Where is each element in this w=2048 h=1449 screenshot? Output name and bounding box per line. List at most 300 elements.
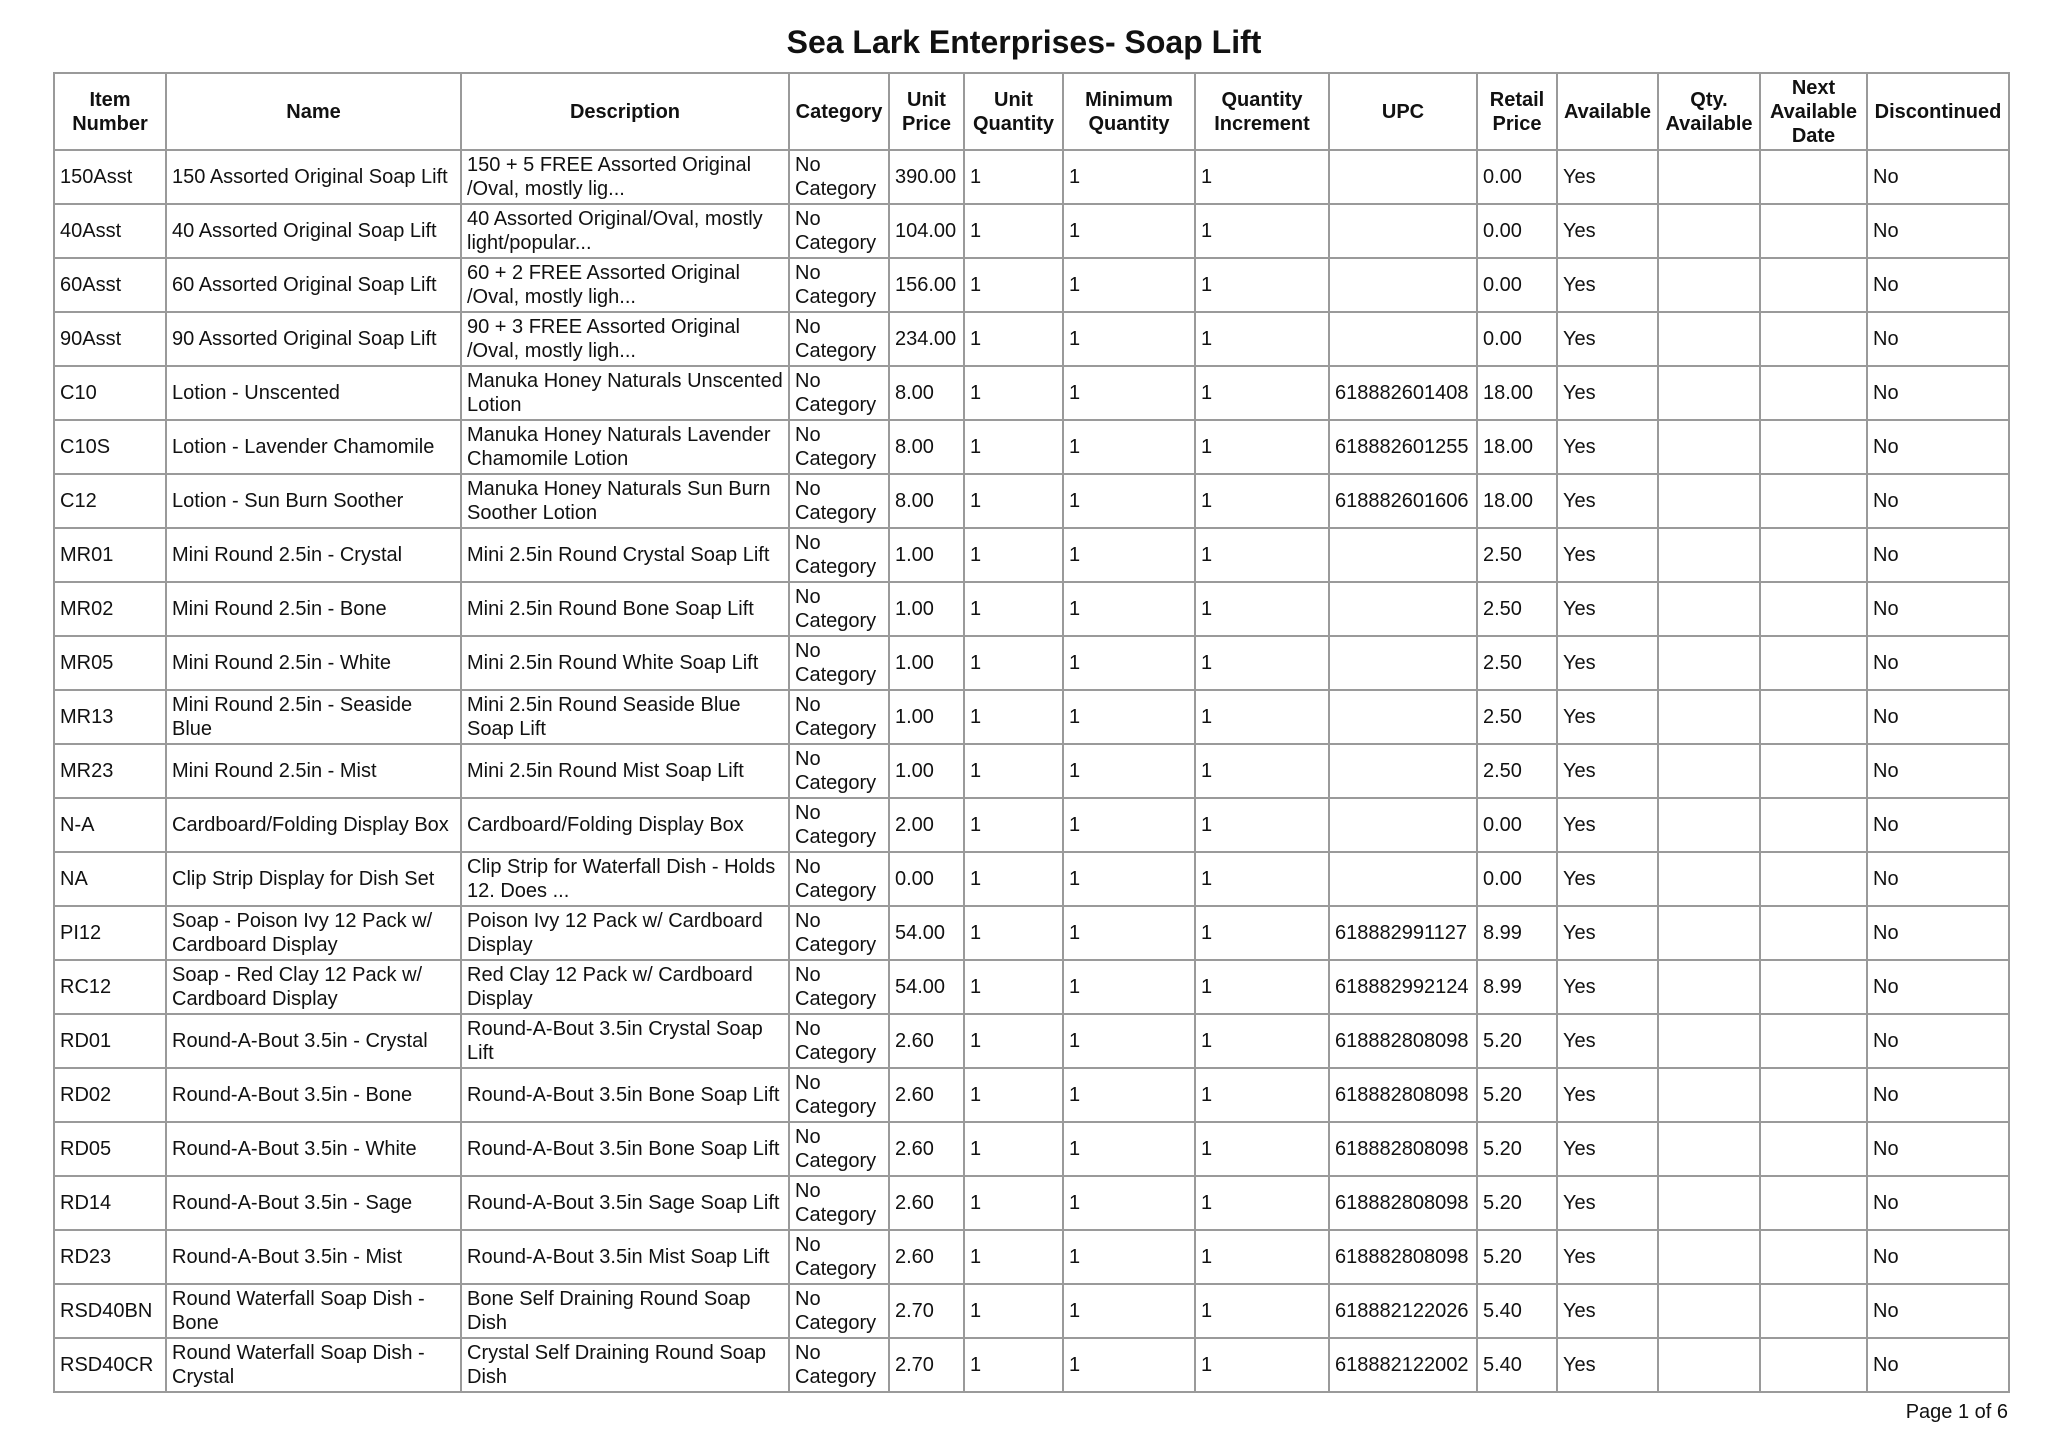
table-cell: 618882808098 — [1329, 1122, 1477, 1176]
table-cell — [1658, 1284, 1760, 1338]
table-cell: 54.00 — [889, 906, 964, 960]
table-cell: No Category — [789, 960, 889, 1014]
table-cell: 1.00 — [889, 636, 964, 690]
table-cell: 0.00 — [1477, 798, 1557, 852]
table-cell — [1658, 1338, 1760, 1392]
table-cell: 1 — [1195, 636, 1329, 690]
table-cell: 1 — [1063, 1230, 1195, 1284]
table-cell: 1 — [964, 1014, 1063, 1068]
table-cell: 2.60 — [889, 1068, 964, 1122]
table-cell: 618882808098 — [1329, 1176, 1477, 1230]
table-cell — [1658, 798, 1760, 852]
table-cell: 1 — [1063, 312, 1195, 366]
table-cell — [1329, 258, 1477, 312]
table-cell: Yes — [1557, 528, 1658, 582]
table-cell: 234.00 — [889, 312, 964, 366]
table-cell — [1658, 150, 1760, 204]
table-cell: 1 — [1195, 366, 1329, 420]
table-cell: 1 — [1195, 420, 1329, 474]
table-cell — [1658, 1068, 1760, 1122]
table-cell — [1658, 636, 1760, 690]
table-cell: Mini 2.5in Round Bone Soap Lift — [461, 582, 789, 636]
table-cell: 1.00 — [889, 528, 964, 582]
table-cell: Yes — [1557, 204, 1658, 258]
table-cell: Yes — [1557, 1014, 1658, 1068]
table-cell: 2.60 — [889, 1122, 964, 1176]
table-cell: 5.20 — [1477, 1068, 1557, 1122]
table-cell: Round-A-Bout 3.5in Bone Soap Lift — [461, 1122, 789, 1176]
table-cell: 1 — [1195, 1338, 1329, 1392]
table-cell — [1760, 528, 1867, 582]
table-cell: 1 — [964, 312, 1063, 366]
column-header: Description — [461, 73, 789, 150]
table-cell: Yes — [1557, 1176, 1658, 1230]
table-cell: 1 — [1063, 1068, 1195, 1122]
table-cell — [1658, 906, 1760, 960]
table-cell: 1 — [1195, 204, 1329, 258]
table-cell: Round-A-Bout 3.5in Mist Soap Lift — [461, 1230, 789, 1284]
table-cell: No — [1867, 636, 2009, 690]
table-cell: 5.20 — [1477, 1122, 1557, 1176]
table-cell: 40 Assorted Original/Oval, mostly light/popular... — [461, 204, 789, 258]
table-cell: 1 — [1063, 1122, 1195, 1176]
table-row — [54, 1338, 2009, 1392]
table-cell: 5.20 — [1477, 1176, 1557, 1230]
table-cell: No — [1867, 906, 2009, 960]
table-cell: 0.00 — [1477, 150, 1557, 204]
table-cell: 1.00 — [889, 582, 964, 636]
table-cell: 60 Assorted Original Soap Lift — [166, 258, 461, 312]
table-cell: Mini 2.5in Round Mist Soap Lift — [461, 744, 789, 798]
table-cell — [1658, 1230, 1760, 1284]
table-cell: No — [1867, 366, 2009, 420]
table-cell: 1 — [1195, 150, 1329, 204]
table-cell: 8.99 — [1477, 960, 1557, 1014]
table-cell: 1 — [1195, 1284, 1329, 1338]
table-cell: 1 — [1195, 1176, 1329, 1230]
table-cell: MR23 — [54, 744, 166, 798]
table-cell — [1329, 798, 1477, 852]
table-cell: 1.00 — [889, 690, 964, 744]
table-cell — [1658, 1122, 1760, 1176]
table-cell: 1 — [1195, 1122, 1329, 1176]
table-cell: No Category — [789, 1176, 889, 1230]
table-cell: 1 — [1063, 150, 1195, 204]
table-cell — [1658, 690, 1760, 744]
table-cell: 1 — [1195, 258, 1329, 312]
table-cell: 1 — [964, 960, 1063, 1014]
table-row — [54, 258, 2009, 312]
table-cell: 2.50 — [1477, 528, 1557, 582]
table-cell — [1658, 582, 1760, 636]
table-cell: RD02 — [54, 1068, 166, 1122]
table-cell: No — [1867, 528, 2009, 582]
column-header: Retail Price — [1477, 73, 1557, 150]
table-cell: Round-A-Bout 3.5in - White — [166, 1122, 461, 1176]
table-cell: Lotion - Lavender Chamomile — [166, 420, 461, 474]
page-number: Page 1 of 6 — [1905, 1401, 2008, 1423]
table-cell: Round-A-Bout 3.5in - Bone — [166, 1068, 461, 1122]
table-cell: Mini 2.5in Round Crystal Soap Lift — [461, 528, 789, 582]
table-cell: 150Asst — [54, 150, 166, 204]
table-cell: Yes — [1557, 582, 1658, 636]
table-cell — [1658, 744, 1760, 798]
table-cell: RD14 — [54, 1176, 166, 1230]
table-row — [54, 582, 2009, 636]
table-cell — [1329, 204, 1477, 258]
column-header: Name — [166, 73, 461, 150]
table-cell: Yes — [1557, 1230, 1658, 1284]
table-cell: 1 — [1195, 798, 1329, 852]
table-cell — [1658, 312, 1760, 366]
table-cell: 2.70 — [889, 1338, 964, 1392]
table-cell: No Category — [789, 1230, 889, 1284]
table-row — [54, 420, 2009, 474]
table-cell: Clip Strip Display for Dish Set — [166, 852, 461, 906]
table-cell — [1760, 798, 1867, 852]
table-cell: 1 — [964, 528, 1063, 582]
table-cell: NA — [54, 852, 166, 906]
table-cell: 1 — [1063, 204, 1195, 258]
table-cell: 1 — [1063, 1338, 1195, 1392]
table-cell: MR05 — [54, 636, 166, 690]
table-cell: 618882991127 — [1329, 906, 1477, 960]
table-cell — [1760, 1014, 1867, 1068]
table-cell: Red Clay 12 Pack w/ Cardboard Display — [461, 960, 789, 1014]
table-cell: 1 — [1063, 582, 1195, 636]
table-cell — [1760, 690, 1867, 744]
table-cell — [1658, 852, 1760, 906]
table-cell: 150 + 5 FREE Assorted Original /Oval, mostly lig... — [461, 150, 789, 204]
table-cell: Mini 2.5in Round White Soap Lift — [461, 636, 789, 690]
table-cell — [1658, 528, 1760, 582]
table-cell — [1658, 474, 1760, 528]
table-cell: 1 — [964, 1122, 1063, 1176]
table-cell: No Category — [789, 690, 889, 744]
table-cell: 1 — [964, 150, 1063, 204]
table-cell: Round-A-Bout 3.5in - Crystal — [166, 1014, 461, 1068]
table-cell: 8.00 — [889, 366, 964, 420]
table-cell: No — [1867, 1176, 2009, 1230]
table-cell: 390.00 — [889, 150, 964, 204]
table-cell — [1329, 690, 1477, 744]
table-cell: Mini Round 2.5in - White — [166, 636, 461, 690]
table-cell: 1 — [1063, 744, 1195, 798]
table-cell: 1 — [1195, 528, 1329, 582]
table-cell: 5.20 — [1477, 1014, 1557, 1068]
table-row — [54, 744, 2009, 798]
table-cell: 1 — [1063, 420, 1195, 474]
table-cell: 18.00 — [1477, 420, 1557, 474]
table-row — [54, 1122, 2009, 1176]
table-cell: Manuka Honey Naturals Lavender Chamomile Lotion — [461, 420, 789, 474]
table-cell: Round Waterfall Soap Dish - Bone — [166, 1284, 461, 1338]
table-cell: 1 — [964, 852, 1063, 906]
column-header: Unit Quantity — [964, 73, 1063, 150]
table-cell: 156.00 — [889, 258, 964, 312]
table-cell: No — [1867, 1338, 2009, 1392]
table-cell: 1 — [1063, 1014, 1195, 1068]
table-cell: RSD40CR — [54, 1338, 166, 1392]
column-header: Next Available Date — [1760, 73, 1867, 150]
table-cell: 1 — [964, 1338, 1063, 1392]
table-cell: 618882808098 — [1329, 1068, 1477, 1122]
column-header: Discontinued — [1867, 73, 2009, 150]
table-row — [54, 960, 2009, 1014]
table-cell: 1 — [1063, 1176, 1195, 1230]
page-title: Sea Lark Enterprises- Soap Lift — [786, 24, 1262, 60]
table-cell: Round-A-Bout 3.5in Bone Soap Lift — [461, 1068, 789, 1122]
table-cell: 618882601408 — [1329, 366, 1477, 420]
table-cell: No Category — [789, 1068, 889, 1122]
table-cell: No Category — [789, 1014, 889, 1068]
table-cell — [1760, 420, 1867, 474]
table-cell: Yes — [1557, 420, 1658, 474]
table-cell: Lotion - Sun Burn Soother — [166, 474, 461, 528]
table-cell: No Category — [789, 258, 889, 312]
table-cell: No — [1867, 150, 2009, 204]
column-header: Available — [1557, 73, 1658, 150]
table-cell: No Category — [789, 204, 889, 258]
table-cell: RD01 — [54, 1014, 166, 1068]
table-row — [54, 1014, 2009, 1068]
table-row — [54, 528, 2009, 582]
table-cell — [1760, 1176, 1867, 1230]
table-cell: 1 — [1063, 798, 1195, 852]
table-cell: 1 — [1063, 636, 1195, 690]
table-cell: No — [1867, 1068, 2009, 1122]
table-cell: Yes — [1557, 744, 1658, 798]
table-cell: MR02 — [54, 582, 166, 636]
table-cell: 1 — [964, 366, 1063, 420]
table-row — [54, 852, 2009, 906]
table-cell: C10 — [54, 366, 166, 420]
table-cell: No — [1867, 474, 2009, 528]
table-cell — [1760, 906, 1867, 960]
table-cell: 1 — [1195, 1230, 1329, 1284]
column-header: Qty. Available — [1658, 73, 1760, 150]
table-cell: Clip Strip for Waterfall Dish - Holds 12. Does ... — [461, 852, 789, 906]
table-row — [54, 1230, 2009, 1284]
table-cell: 0.00 — [1477, 204, 1557, 258]
table-cell — [1658, 204, 1760, 258]
table-cell: No Category — [789, 312, 889, 366]
table-cell: Yes — [1557, 1338, 1658, 1392]
table-cell: Yes — [1557, 366, 1658, 420]
table-cell: 1 — [1195, 1068, 1329, 1122]
table-cell: Yes — [1557, 150, 1658, 204]
table-cell — [1760, 150, 1867, 204]
table-cell: 1.00 — [889, 744, 964, 798]
table-cell: Cardboard/Folding Display Box — [461, 798, 789, 852]
table-cell: Yes — [1557, 258, 1658, 312]
table-cell: No — [1867, 960, 2009, 1014]
table-cell: RD05 — [54, 1122, 166, 1176]
table-cell: 2.50 — [1477, 690, 1557, 744]
table-cell: 8.00 — [889, 474, 964, 528]
table-cell: Yes — [1557, 906, 1658, 960]
table-cell: No Category — [789, 906, 889, 960]
table-cell: Yes — [1557, 312, 1658, 366]
table-cell — [1658, 960, 1760, 1014]
table-cell: RD23 — [54, 1230, 166, 1284]
table-row — [54, 204, 2009, 258]
table-cell: Yes — [1557, 852, 1658, 906]
table-cell: MR01 — [54, 528, 166, 582]
header-row — [54, 73, 2009, 150]
table-cell: Mini Round 2.5in - Bone — [166, 582, 461, 636]
table-cell: No Category — [789, 1338, 889, 1392]
table-cell: RSD40BN — [54, 1284, 166, 1338]
table-cell: 5.40 — [1477, 1284, 1557, 1338]
table-cell: 1 — [964, 258, 1063, 312]
column-header: Item Number — [54, 73, 166, 150]
table-cell: Round-A-Bout 3.5in Sage Soap Lift — [461, 1176, 789, 1230]
table-cell — [1760, 1338, 1867, 1392]
table-cell: 1 — [1195, 852, 1329, 906]
table-row — [54, 690, 2009, 744]
table-cell: Mini 2.5in Round Seaside Blue Soap Lift — [461, 690, 789, 744]
table-cell: C10S — [54, 420, 166, 474]
table-row — [54, 150, 2009, 204]
table-cell — [1658, 420, 1760, 474]
table-cell: Round-A-Bout 3.5in - Mist — [166, 1230, 461, 1284]
table-cell: 618882808098 — [1329, 1014, 1477, 1068]
table-cell: 618882122002 — [1329, 1338, 1477, 1392]
table-row — [54, 474, 2009, 528]
table-cell: 1 — [964, 1230, 1063, 1284]
table-cell: 1 — [964, 204, 1063, 258]
table-cell: 2.00 — [889, 798, 964, 852]
table-cell: 1 — [1195, 1014, 1329, 1068]
table-cell: 1 — [964, 744, 1063, 798]
column-header: Minimum Quantity — [1063, 73, 1195, 150]
table-cell — [1760, 366, 1867, 420]
table-cell: 1 — [1195, 690, 1329, 744]
table-cell: 5.40 — [1477, 1338, 1557, 1392]
table-cell: 1 — [964, 1284, 1063, 1338]
column-header: Unit Price — [889, 73, 964, 150]
table-cell — [1329, 636, 1477, 690]
table-cell — [1329, 744, 1477, 798]
table-cell: 1 — [964, 906, 1063, 960]
table-body — [54, 150, 2009, 1392]
table-cell — [1760, 744, 1867, 798]
table-cell: Yes — [1557, 474, 1658, 528]
table-cell: No Category — [789, 366, 889, 420]
table-cell: No — [1867, 1122, 2009, 1176]
table-cell: No Category — [789, 1122, 889, 1176]
table-cell: 1 — [1063, 258, 1195, 312]
table-cell: No — [1867, 204, 2009, 258]
table-cell: RC12 — [54, 960, 166, 1014]
table-cell: Yes — [1557, 1068, 1658, 1122]
table-cell: Soap - Red Clay 12 Pack w/ Cardboard Display — [166, 960, 461, 1014]
table-row — [54, 636, 2009, 690]
table-cell: No — [1867, 420, 2009, 474]
table-cell: 1 — [1063, 366, 1195, 420]
table-cell: 618882808098 — [1329, 1230, 1477, 1284]
table-cell: Round-A-Bout 3.5in - Sage — [166, 1176, 461, 1230]
table-cell — [1760, 1068, 1867, 1122]
table-cell: 90Asst — [54, 312, 166, 366]
table-cell: 1 — [1195, 474, 1329, 528]
table-cell: 1 — [964, 582, 1063, 636]
table-cell: 2.70 — [889, 1284, 964, 1338]
table-cell — [1760, 960, 1867, 1014]
table-cell: 2.50 — [1477, 636, 1557, 690]
table-cell: 1 — [964, 474, 1063, 528]
table-cell: No Category — [789, 744, 889, 798]
table-cell: 0.00 — [1477, 312, 1557, 366]
table-cell: 1 — [964, 1068, 1063, 1122]
table-cell: 2.60 — [889, 1176, 964, 1230]
table-cell: Manuka Honey Naturals Sun Burn Soother Lotion — [461, 474, 789, 528]
table-cell: 18.00 — [1477, 474, 1557, 528]
table-cell: Lotion - Unscented — [166, 366, 461, 420]
table-cell — [1329, 852, 1477, 906]
table-cell: 618882601255 — [1329, 420, 1477, 474]
table-cell: Yes — [1557, 1122, 1658, 1176]
table-cell: 2.60 — [889, 1230, 964, 1284]
table-cell: No Category — [789, 636, 889, 690]
table-cell: Yes — [1557, 798, 1658, 852]
table-cell: No Category — [789, 528, 889, 582]
table-cell — [1760, 582, 1867, 636]
table-cell: No — [1867, 690, 2009, 744]
table-cell: 0.00 — [1477, 258, 1557, 312]
table-cell — [1329, 312, 1477, 366]
table-cell: Bone Self Draining Round Soap Dish — [461, 1284, 789, 1338]
table-cell: 5.20 — [1477, 1230, 1557, 1284]
table-cell: Manuka Honey Naturals Unscented Lotion — [461, 366, 789, 420]
table-cell: No Category — [789, 474, 889, 528]
column-header: Category — [789, 73, 889, 150]
table-cell: 618882992124 — [1329, 960, 1477, 1014]
table-cell: 8.99 — [1477, 906, 1557, 960]
table-cell: 18.00 — [1477, 366, 1557, 420]
table-cell: 90 Assorted Original Soap Lift — [166, 312, 461, 366]
table-cell: Crystal Self Draining Round Soap Dish — [461, 1338, 789, 1392]
table-cell: 1 — [1195, 582, 1329, 636]
table-cell: Poison Ivy 12 Pack w/ Cardboard Display — [461, 906, 789, 960]
table-cell: 104.00 — [889, 204, 964, 258]
table-cell — [1760, 474, 1867, 528]
table-cell: No — [1867, 1230, 2009, 1284]
table-row — [54, 1176, 2009, 1230]
table-cell: No Category — [789, 852, 889, 906]
table-cell: 54.00 — [889, 960, 964, 1014]
table-cell: Cardboard/Folding Display Box — [166, 798, 461, 852]
table-cell — [1329, 150, 1477, 204]
table-cell: Yes — [1557, 1284, 1658, 1338]
table-cell: PI12 — [54, 906, 166, 960]
table-cell: 1 — [964, 690, 1063, 744]
table-cell — [1658, 366, 1760, 420]
table-cell: 1 — [1063, 528, 1195, 582]
table-cell: 40 Assorted Original Soap Lift — [166, 204, 461, 258]
table-cell: 1 — [964, 420, 1063, 474]
table-cell — [1760, 852, 1867, 906]
table-cell: 1 — [1063, 906, 1195, 960]
table-cell: Round Waterfall Soap Dish - Crystal — [166, 1338, 461, 1392]
table-cell: 2.50 — [1477, 582, 1557, 636]
table-cell — [1760, 204, 1867, 258]
table-cell: 1 — [1063, 1284, 1195, 1338]
table-cell: No — [1867, 852, 2009, 906]
table-cell: No — [1867, 1284, 2009, 1338]
product-table — [53, 72, 2010, 1393]
